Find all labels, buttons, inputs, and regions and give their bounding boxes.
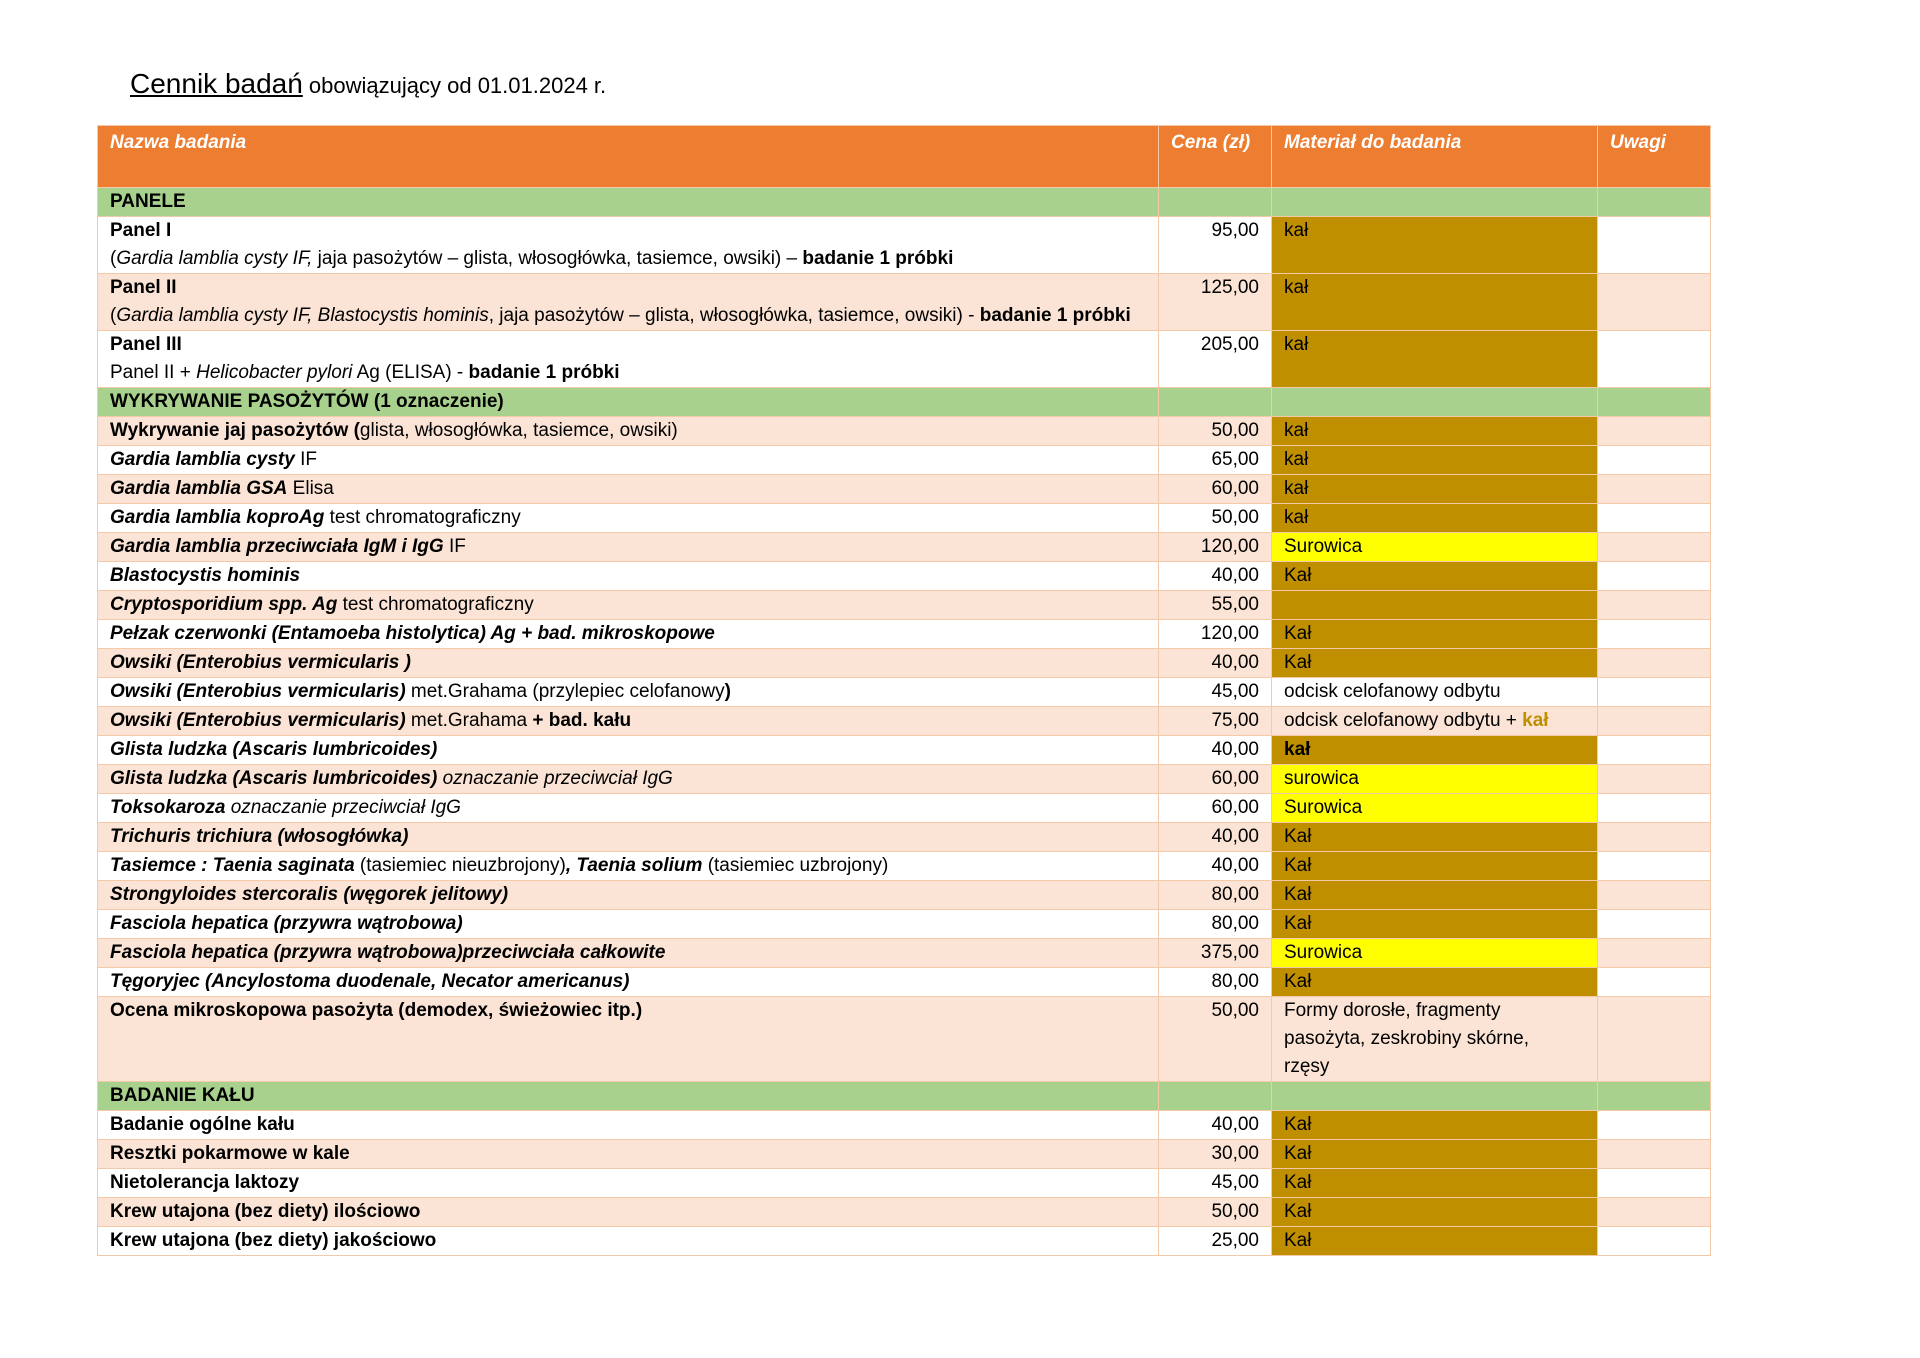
text-fragment: Tęgoryjec (Ancylostoma duodenale, Necator americanus) [110, 971, 630, 992]
price-cell: 25,00 [1159, 1227, 1272, 1256]
material-text: Kał [1284, 826, 1312, 847]
notes-cell [1598, 591, 1711, 620]
test-name-cell [98, 1198, 1159, 1227]
table-row [98, 765, 1711, 794]
notes-cell [1598, 910, 1711, 939]
text-fragment: Ocena mikroskopowa pasożyta (demodex, świeżowiec itp.) [110, 1000, 643, 1021]
material-cell [1272, 331, 1598, 388]
text-fragment: Tasiemce : Taenia saginata [110, 855, 355, 876]
text-fragment: Pełzak czerwonki (Entamoeba histolytica) Ag + bad. mikroskopowe [110, 623, 715, 644]
section-title: WYKRYWANIE PASOŻYTÓW (1 oznaczenie) [98, 388, 1159, 417]
notes-cell [1598, 678, 1711, 707]
price-cell: 65,00 [1159, 446, 1272, 475]
text-fragment: oznaczanie przeciwciał IgG [437, 768, 673, 789]
material-cell [1272, 794, 1598, 823]
text-fragment: Gardia lamblia cysty IF, Blastocystis hominis [116, 305, 489, 326]
material-cell [1272, 707, 1598, 736]
price-cell: 375,00 [1159, 939, 1272, 968]
test-name-cell [98, 649, 1159, 678]
material-text: Surowica [1284, 942, 1363, 963]
price-cell: 55,00 [1159, 591, 1272, 620]
table-row [98, 1198, 1711, 1227]
test-name-cell [98, 1140, 1159, 1169]
title-main: Cennik badań [130, 68, 303, 99]
table-row [98, 620, 1711, 649]
material-text: Kał [1284, 1230, 1312, 1251]
table-row [98, 649, 1711, 678]
test-name-cell [98, 823, 1159, 852]
material-text: Formy dorosłe, fragmenty pasożyta, zeskrobiny skórne, rzęsy [1284, 1000, 1530, 1077]
test-name-cell [98, 678, 1159, 707]
text-fragment: Glista ludzka (Ascaris lumbricoides) [110, 739, 438, 760]
material-text: kał [1284, 420, 1309, 441]
test-name-cell [98, 910, 1159, 939]
text-fragment: glista, włosogłówka, tasiemce, owsiki) [359, 420, 678, 441]
section-empty-cell [1598, 1082, 1711, 1111]
material-cell [1272, 997, 1598, 1082]
material-cell [1272, 881, 1598, 910]
notes-cell [1598, 968, 1711, 997]
text-fragment: badanie 1 próbki [802, 248, 954, 269]
notes-cell [1598, 765, 1711, 794]
material-cell [1272, 910, 1598, 939]
text-fragment: Gardia lamblia koproAg [110, 507, 325, 528]
text-fragment: Gardia lamblia cysty IF, [116, 248, 313, 269]
table-row [98, 1227, 1711, 1256]
notes-cell [1598, 1111, 1711, 1140]
text-fragment: Helicobacter pylori [196, 362, 353, 383]
material-cell [1272, 620, 1598, 649]
test-name-cell [98, 475, 1159, 504]
notes-cell [1598, 1140, 1711, 1169]
material-cell [1272, 1198, 1598, 1227]
text-fragment: jaja pasożytów – glista, włosogłówka, tasiemce, owsiki) – [312, 248, 803, 269]
text-fragment: Owsiki (Enterobius vermicularis) [110, 681, 406, 702]
test-name-cell [98, 446, 1159, 475]
text-fragment: Fasciola hepatica (przywra wątrobowa)przeciwciała całkowite [110, 942, 666, 963]
material-text: kał [1284, 220, 1309, 241]
text-fragment: (tasiemiec nieuzbrojony) [354, 855, 566, 876]
table-row [98, 417, 1711, 446]
table-row [98, 881, 1711, 910]
test-name-cell [98, 591, 1159, 620]
section-empty-cell [1272, 388, 1598, 417]
test-name-cell [98, 736, 1159, 765]
section-title: BADANIE KAŁU [98, 1082, 1159, 1111]
text-fragment: Owsiki (Enterobius vermicularis) [110, 710, 406, 731]
section-empty-cell [1272, 188, 1598, 217]
test-name-cell [98, 794, 1159, 823]
table-row [98, 475, 1711, 504]
notes-cell [1598, 274, 1711, 331]
material-text: Kał [1284, 913, 1312, 934]
text-fragment: test chromatograficzny [337, 594, 534, 615]
test-name-cell [98, 707, 1159, 736]
price-cell: 40,00 [1159, 736, 1272, 765]
price-cell: 205,00 [1159, 331, 1272, 388]
material-cell [1272, 591, 1598, 620]
price-cell: 40,00 [1159, 649, 1272, 678]
price-cell: 50,00 [1159, 504, 1272, 533]
section-empty-cell [1598, 188, 1711, 217]
material-cell [1272, 765, 1598, 794]
text-fragment: Gardia lamblia przeciwciała IgM i IgG [110, 536, 444, 557]
text-fragment: , jaja pasożytów – glista, włosogłówka, tasiemce, owsiki) - [488, 305, 980, 326]
price-cell: 125,00 [1159, 274, 1272, 331]
material-text: kał [1284, 277, 1309, 298]
notes-cell [1598, 939, 1711, 968]
table-row [98, 707, 1711, 736]
test-name-cell [98, 881, 1159, 910]
test-name-cell [98, 331, 1159, 388]
price-cell: 50,00 [1159, 1198, 1272, 1227]
material-text: Surowica [1284, 797, 1363, 818]
table-row [98, 736, 1711, 765]
text-fragment: Ag (ELISA) - [352, 362, 469, 383]
text-fragment: + bad. kału [532, 710, 632, 731]
price-cell: 120,00 [1159, 620, 1272, 649]
material-text: Kał [1284, 1172, 1312, 1193]
text-fragment: Cryptosporidium spp. Ag [110, 594, 338, 615]
material-text: odcisk celofanowy odbytu [1284, 681, 1501, 702]
table-row [98, 794, 1711, 823]
text-fragment: Panel II + [110, 362, 197, 383]
text-fragment: IF [294, 449, 317, 470]
price-cell: 30,00 [1159, 1140, 1272, 1169]
material-text: Surowica [1284, 536, 1363, 557]
test-name-cell [98, 620, 1159, 649]
price-cell: 60,00 [1159, 765, 1272, 794]
text-fragment: badanie 1 próbki [468, 362, 620, 383]
notes-cell [1598, 533, 1711, 562]
price-cell: 120,00 [1159, 533, 1272, 562]
text-fragment: oznaczanie przeciwciał IgG [225, 797, 461, 818]
section-row-pasozyty [98, 388, 1711, 417]
price-cell: 50,00 [1159, 417, 1272, 446]
notes-cell [1598, 1227, 1711, 1256]
text-fragment: Trichuris trichiura (włosogłówka) [110, 826, 409, 847]
notes-cell [1598, 881, 1711, 910]
material-text: kał [1284, 507, 1309, 528]
table-row [98, 997, 1711, 1082]
text-fragment: badanie 1 próbki [979, 305, 1131, 326]
section-row-panele [98, 188, 1711, 217]
table-row [98, 1169, 1711, 1198]
notes-cell [1598, 707, 1711, 736]
panel-title: Panel II [110, 277, 177, 298]
text-fragment: Gardia lamblia GSA [110, 478, 288, 499]
section-empty-cell [1159, 388, 1272, 417]
material-text: Kał [1284, 855, 1312, 876]
price-cell: 80,00 [1159, 881, 1272, 910]
section-row-kal [98, 1082, 1711, 1111]
table-row [98, 331, 1711, 388]
material-text: Kał [1284, 1143, 1312, 1164]
header-name: Nazwa badania [98, 126, 1159, 188]
document-title [130, 68, 606, 100]
price-cell: 75,00 [1159, 707, 1272, 736]
price-cell: 95,00 [1159, 217, 1272, 274]
test-name-cell [98, 939, 1159, 968]
material-cell [1272, 852, 1598, 881]
title-rest: obowiązujący od 01.01.2024 r. [302, 73, 607, 98]
text-fragment: Toksokaroza [110, 797, 226, 818]
table-row [98, 504, 1711, 533]
table-row [98, 910, 1711, 939]
notes-cell [1598, 475, 1711, 504]
material-cell [1272, 446, 1598, 475]
test-name-cell [98, 1227, 1159, 1256]
section-empty-cell [1159, 188, 1272, 217]
test-name-cell [98, 417, 1159, 446]
material-text: Kał [1284, 1201, 1312, 1222]
material-text: surowica [1284, 768, 1359, 789]
text-fragment: Krew utajona (bez diety) jakościowo [110, 1230, 437, 1251]
notes-cell [1598, 794, 1711, 823]
text-fragment: (tasiemiec uzbrojony) [702, 855, 889, 876]
material-cell [1272, 417, 1598, 446]
text-fragment: Krew utajona (bez diety) ilościowo [110, 1201, 421, 1222]
material-text: Kał [1284, 652, 1312, 673]
text-fragment: ) [724, 681, 731, 702]
table-row [98, 1111, 1711, 1140]
test-name-cell [98, 504, 1159, 533]
price-cell: 40,00 [1159, 852, 1272, 881]
test-name-cell [98, 1111, 1159, 1140]
text-fragment: Fasciola hepatica (przywra wątrobowa) [110, 913, 463, 934]
material-text: Kał [1284, 565, 1312, 586]
text-fragment: Resztki pokarmowe w kale [110, 1143, 350, 1164]
material-text: Kał [1284, 1114, 1312, 1135]
material-cell [1272, 475, 1598, 504]
text-fragment: ( [110, 305, 117, 326]
header-notes: Uwagi [1598, 126, 1711, 188]
table-row [98, 678, 1711, 707]
text-fragment: Nietolerancja laktozy [110, 1172, 300, 1193]
test-name-cell [98, 533, 1159, 562]
table-row [98, 852, 1711, 881]
header-price: Cena (zł) [1159, 126, 1272, 188]
test-name-cell [98, 274, 1159, 331]
panel-title: Panel III [110, 334, 182, 355]
test-name-cell [98, 765, 1159, 794]
test-name-cell [98, 852, 1159, 881]
notes-cell [1598, 417, 1711, 446]
text-fragment: ( [110, 248, 117, 269]
notes-cell [1598, 823, 1711, 852]
notes-cell [1598, 446, 1711, 475]
test-name-cell [98, 217, 1159, 274]
price-cell: 45,00 [1159, 678, 1272, 707]
material-cell [1272, 274, 1598, 331]
price-cell: 40,00 [1159, 562, 1272, 591]
notes-cell [1598, 217, 1711, 274]
material-cell [1272, 504, 1598, 533]
text-fragment: Elisa [287, 478, 334, 499]
material-cell [1272, 1140, 1598, 1169]
text-fragment: met.Grahama (przylepiec celofanowy [405, 681, 725, 702]
notes-cell [1598, 331, 1711, 388]
test-name-cell [98, 1169, 1159, 1198]
notes-cell [1598, 1198, 1711, 1227]
material-cell [1272, 649, 1598, 678]
notes-cell [1598, 562, 1711, 591]
material-highlight: kał [1522, 710, 1549, 731]
table-row [98, 533, 1711, 562]
text-fragment: Owsiki (Enterobius vermicularis ) [110, 652, 411, 673]
text-fragment: IF [443, 536, 466, 557]
table-row [98, 274, 1711, 331]
table-body [98, 188, 1711, 1256]
notes-cell [1598, 620, 1711, 649]
material-cell [1272, 1227, 1598, 1256]
price-cell: 45,00 [1159, 1169, 1272, 1198]
table-row [98, 1140, 1711, 1169]
notes-cell [1598, 504, 1711, 533]
table-row [98, 217, 1711, 274]
table-row [98, 562, 1711, 591]
notes-cell [1598, 997, 1711, 1082]
table-row [98, 939, 1711, 968]
price-cell: 80,00 [1159, 910, 1272, 939]
table-row [98, 968, 1711, 997]
material-text: odcisk celofanowy odbytu + [1284, 710, 1523, 731]
table-row [98, 591, 1711, 620]
text-fragment: test chromatograficzny [324, 507, 521, 528]
text-fragment: Wykrywanie jaj pasożytów ( [110, 420, 360, 441]
material-cell [1272, 939, 1598, 968]
test-name-cell [98, 562, 1159, 591]
material-text: kał [1284, 739, 1311, 760]
section-empty-cell [1272, 1082, 1598, 1111]
notes-cell [1598, 649, 1711, 678]
material-text: Kał [1284, 623, 1312, 644]
text-fragment: Glista ludzka (Ascaris lumbricoides) [110, 768, 438, 789]
material-text: kał [1284, 478, 1309, 499]
notes-cell [1598, 1169, 1711, 1198]
header-material: Materiał do badania [1272, 126, 1598, 188]
material-text: kał [1284, 334, 1309, 355]
price-cell: 40,00 [1159, 1111, 1272, 1140]
text-fragment: Badanie ogólne kału [110, 1114, 295, 1135]
table-row [98, 823, 1711, 852]
material-text: kał [1284, 449, 1309, 470]
material-cell [1272, 736, 1598, 765]
price-cell: 40,00 [1159, 823, 1272, 852]
text-fragment: Blastocystis hominis [110, 565, 301, 586]
table-header-row [98, 126, 1711, 188]
notes-cell [1598, 852, 1711, 881]
section-empty-cell [1598, 388, 1711, 417]
text-fragment: , Taenia solium [565, 855, 703, 876]
text-fragment: Strongyloides stercoralis (węgorek jelitowy) [110, 884, 509, 905]
test-name-cell [98, 968, 1159, 997]
material-cell [1272, 678, 1598, 707]
price-cell: 80,00 [1159, 968, 1272, 997]
test-name-cell [98, 997, 1159, 1082]
text-fragment: Gardia lamblia cysty [110, 449, 295, 470]
material-cell [1272, 533, 1598, 562]
material-cell [1272, 1169, 1598, 1198]
material-cell [1272, 823, 1598, 852]
table-row [98, 446, 1711, 475]
text-fragment: met.Grahama [405, 710, 533, 731]
material-text: Kał [1284, 971, 1312, 992]
material-cell [1272, 217, 1598, 274]
material-cell [1272, 1111, 1598, 1140]
price-cell: 60,00 [1159, 475, 1272, 504]
price-table [97, 125, 1711, 1256]
material-cell [1272, 562, 1598, 591]
material-text: Kał [1284, 884, 1312, 905]
section-empty-cell [1159, 1082, 1272, 1111]
price-cell: 60,00 [1159, 794, 1272, 823]
material-cell [1272, 968, 1598, 997]
section-title: PANELE [98, 188, 1159, 217]
panel-title: Panel I [110, 220, 172, 241]
notes-cell [1598, 736, 1711, 765]
price-cell: 50,00 [1159, 997, 1272, 1082]
